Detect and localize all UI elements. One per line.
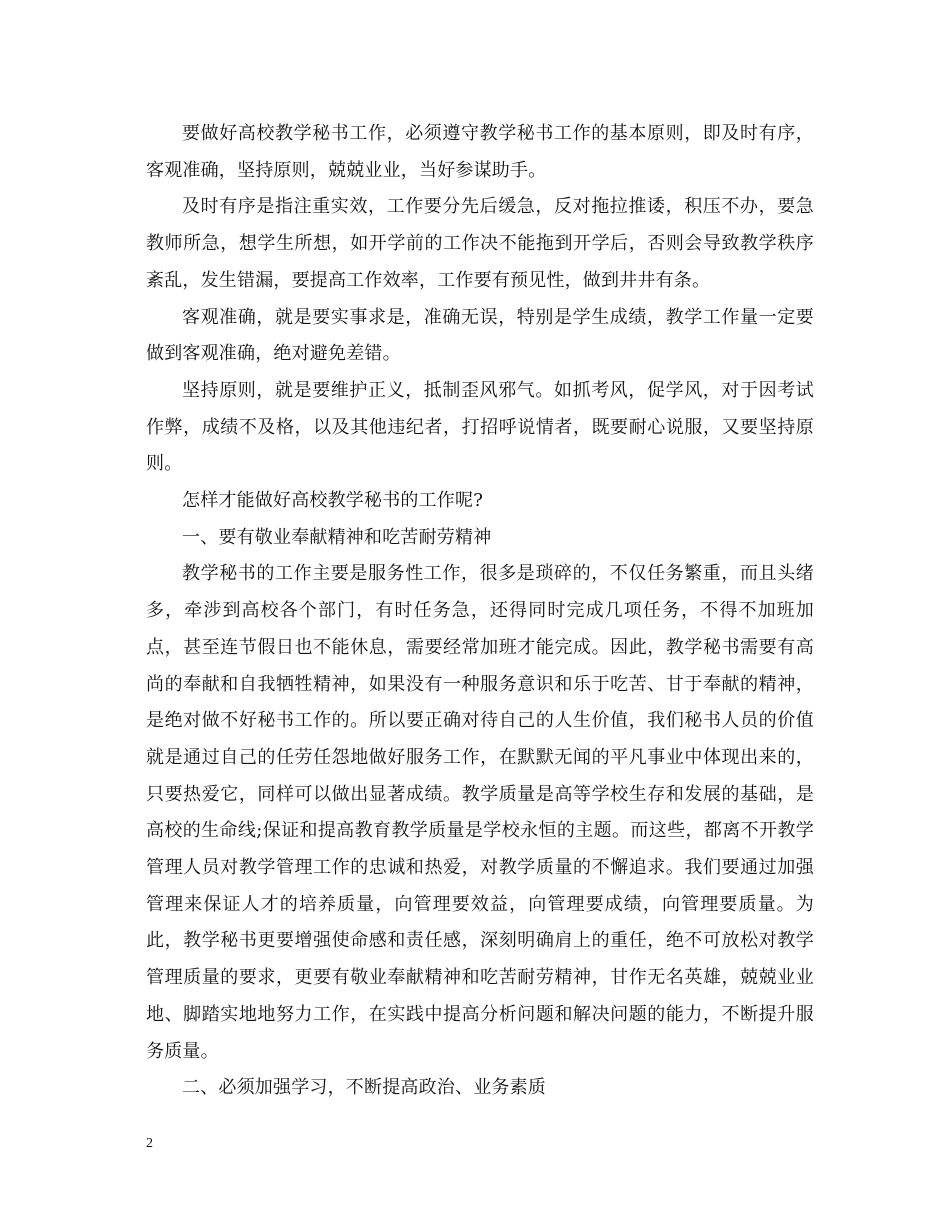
section-heading-2: 二、必须加强学习，不断提高政治、业务素质 xyxy=(182,1077,546,1099)
page-number: 2 xyxy=(146,1136,153,1151)
paragraph-dedication: 教学秘书的工作主要是服务性工作，很多是琐碎的，不仅任务繁重，而且头绪多，牵涉到高校各个部门，有时任务急，还得同时完成几项任务，不得不加班加点，甚至连节假日也不能休息，需要经常加班才能完成。因此，教学秘书需要有高尚的奉献和自我牺牲精神，如果没有一种服务意识和乐于吃苦、甘于奉献的精神，是绝对做不好秘书工作的。所以要正确对待自己的人生价值，我们秘书人员的价值就是通过自己的任劳任怨地做好服务工作，在默默无闻的平凡事业中体现出来的，只要热爱它，同样可以做出显著成绩。教学质量是高等学校生存和发展的基础，是高校的生命线;保证和提高教育教学质量是学校永恒的主题。而这些，都离不开教学管理人员对教学管理工作的忠诚和热爱，对教学质量的不懈追求。我们要通过加强管理来保证人才的培养质量，向管理要效益，向管理要成绩，向管理要质量。为此，教学秘书更要增强使命感和责任感，深刻明确肩上的重任，绝不可放松对教学管理质量的要求，更要有敬业奉献精神和吃苦耐劳精神，甘作无名英雄，兢兢业业地、脚踏实地地努力工作，在实践中提高分析问题和解决问题的能力，不断提升服务质量。 xyxy=(146,563,814,1062)
paragraph-principles-intro: 要做好高校教学秘书工作，必须遵守教学秘书工作的基本原则，即及时有序，客观准确，坚持原则，兢兢业业，当好参谋助手。 xyxy=(146,123,814,181)
paragraph-timely-orderly: 及时有序是指注重实效，工作要分先后缓急，反对拖拉推诿，积压不办，要急教师所急，想学生所想，如开学前的工作决不能拖到开学后，否则会导致教学秩序紊乱，发生错漏，要提高工作效率，工作要有预见性，做到井井有条。 xyxy=(146,196,814,291)
paragraph-adhere-principles: 坚持原则，就是要维护正义，抵制歪风邪气。如抓考风，促学风，对于因考试作弊，成绩不及格，以及其他违纪者，打招呼说情者，既要耐心说服，又要坚持原则。 xyxy=(146,379,814,475)
paragraph-question: 怎样才能做好高校教学秘书的工作呢? xyxy=(182,490,484,512)
document-body xyxy=(146,116,814,1107)
section-heading-1: 一、要有敬业奉献精神和吃苦耐劳精神 xyxy=(182,526,492,548)
paragraph-objective-accurate: 客观准确，就是要实事求是，准确无误，特别是学生成绩，教学工作量一定要做到客观准确，绝对避免差错。 xyxy=(146,306,814,365)
